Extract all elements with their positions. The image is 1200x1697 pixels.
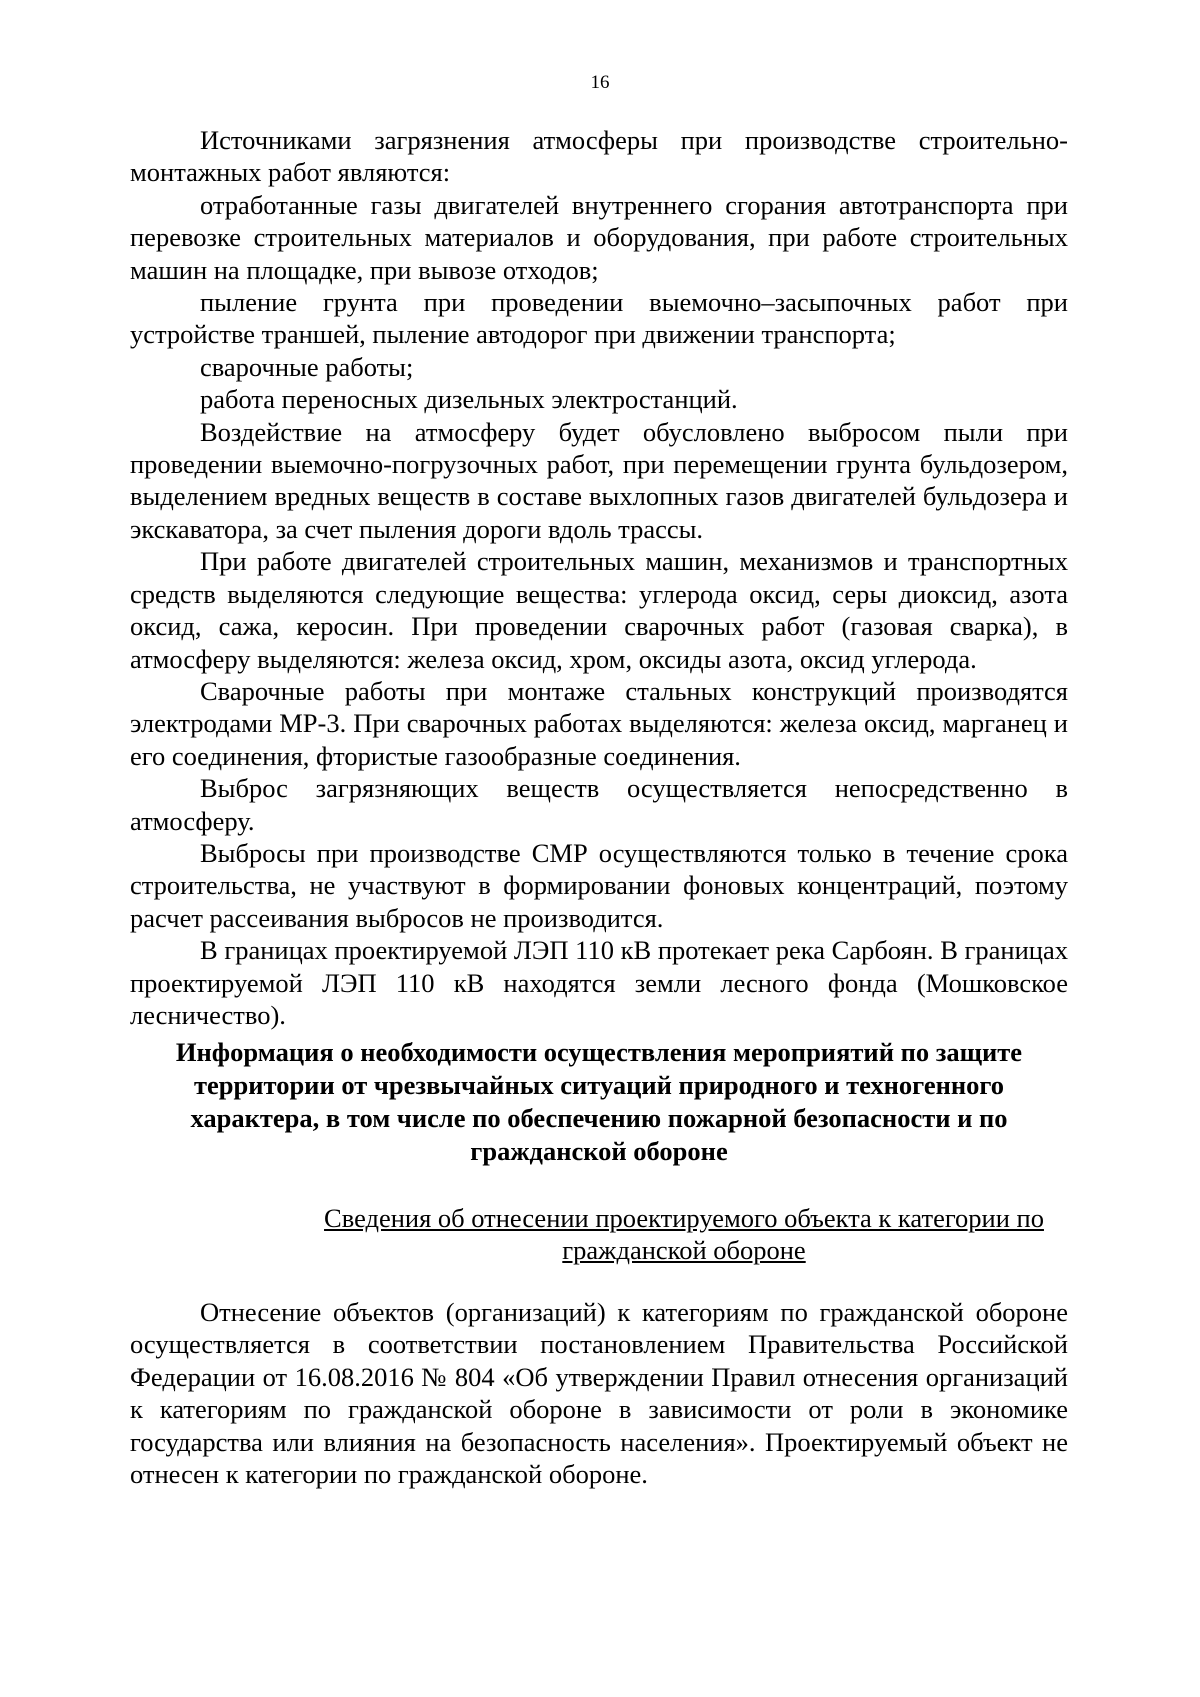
paragraph: В границах проектируемой ЛЭП 110 кВ протекает река Сарбоян. В границах проектируемой ЛЭП 110 кВ находятся земли лесного фонда (Мошковское лесничество). — [130, 935, 1068, 1030]
paragraph: пыление грунта при проведении выемочно–засыпочных работ при устройстве траншей, пыление автодорог при движении транспорта; — [130, 287, 1068, 350]
paragraph: Выбросы при производстве СМР осуществляются только в течение срока строительства, не участвуют в формировании фоновых концентраций, поэтому расчет рассеивания выбросов не производится. — [130, 837, 1068, 933]
section-heading: Информация о необходимости осуществления мероприятий по защите территории от чрезвычайных ситуаций природного и техногенного характера, в том числе по обеспечению пожарной безопасности и по гражданской обороне — [175, 1037, 1023, 1166]
paragraph: сварочные работы; — [200, 351, 414, 382]
final-text — [130, 1296, 1068, 1490]
paragraph: отработанные газы двигателей внутреннего сгорания автотранспорта при перевозке строительных материалов и оборудования, при работе строительных машин на площадке, при вывозе отходов; — [130, 189, 1068, 285]
subsection-heading: Сведения об отнесении проектируемого объекта к категории по гражданской обороне — [324, 1203, 1044, 1265]
paragraph: Воздействие на атмосферу будет обусловлено выбросом пыли при проведении выемочно-погрузочных работ, при перемещении грунта бульдозером, выделением вредных веществ в составе выхлопных газов двигателей бульдозера и экскаватора, за счет пыления дороги вдоль трассы. — [130, 416, 1068, 544]
paragraph: При работе двигателей строительных машин, механизмов и транспортных средств выделяются следующие вещества: углерода оксид, серы диоксид, азота оксид, сажа, керосин. При проведении сварочных работ (газовая сварка), в атмосферу выделяются: железа оксид, хром, оксиды азота, оксид углерода. — [130, 546, 1068, 674]
paragraph: Выброс загрязняющих веществ осуществляется непосредственно в атмосферу. — [130, 773, 1068, 836]
body-text — [130, 124, 1068, 1031]
page-number: 16 — [590, 72, 610, 93]
paragraph: Источниками загрязнения атмосферы при производстве строительно-монтажных работ являются: — [130, 125, 1068, 188]
paragraph: Сварочные работы при монтаже стальных конструкций производятся электродами МР-3. При сварочных работах выделяются: железа оксид, марганец и его соединения, фтористые газообразные соединения. — [130, 675, 1068, 771]
paragraph: работа переносных дизельных электростанций. — [200, 384, 738, 415]
final-paragraph: Отнесение объектов (организаций) к категориям по гражданской обороне осуществляется в соответствии постановлением Правительства Российской Федерации от 16.08.2016 № 804 «Об утверждении Правил отнесения организаций к категориям по гражданской обороне в зависимости от роли в экономике государства или влияния на безопасность населения». Проектируемый объект не отнесен к категории по гражданской обороне. — [130, 1297, 1068, 1490]
